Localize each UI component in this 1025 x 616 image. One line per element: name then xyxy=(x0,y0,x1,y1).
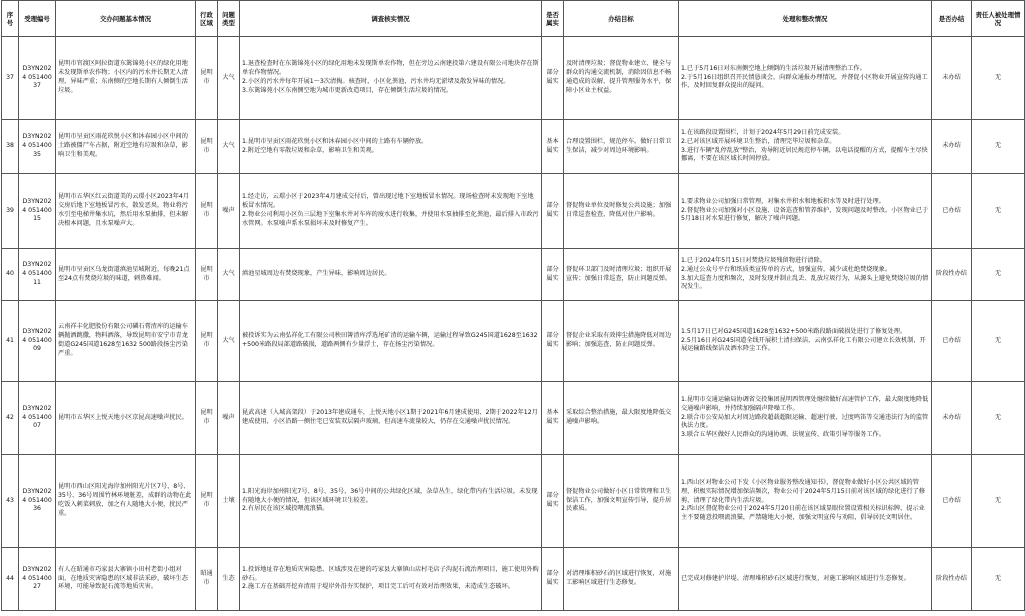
cell-seq: 41 xyxy=(2,301,19,382)
cell-completed: 已办结 xyxy=(932,174,972,249)
cell-type: 大气 xyxy=(218,301,240,382)
cell-region: 昆明市 xyxy=(196,37,218,120)
table-body xyxy=(2,37,1025,611)
table-row xyxy=(2,455,1025,548)
cell-seq: 40 xyxy=(2,249,19,301)
cell-type: 土壤 xyxy=(218,455,240,548)
cell-region: 昆明市 xyxy=(196,249,218,301)
cell-code: D3YN2024 05140007 xyxy=(19,382,56,455)
cell-code: D3YN2024 05140036 xyxy=(19,455,56,548)
header-goal: 办结目标 xyxy=(564,1,679,37)
cell-type: 噪声 xyxy=(218,174,240,249)
header-accountability: 责任人被处理情况 xyxy=(972,1,1025,37)
cell-accountability: 无 xyxy=(972,548,1025,611)
cell-code: D3YN2024 05140027 xyxy=(19,548,56,611)
cell-code: D3YN2024 05140015 xyxy=(19,174,56,249)
cell-goal: 合理设置围栏，规范停车。做好日常卫生保洁，减少对周边环境影响。 xyxy=(564,120,679,174)
cell-investigation: 1.投诉地址存在地质灾害隐患，区域涉及在建的巧家县大寨镇山店村毛店子沟泥石流治理项目，施工使用外购砂石。 2.施工方在基础开挖弃渣用于堤岸外沿夯实保护，项目完工后可有效对治理效果，未造成生态破坏。 xyxy=(240,548,542,611)
table-row xyxy=(2,120,1025,174)
cell-handling: 1.已于2024年5月15日对焚烧垃圾残留物进行清除。 2.通过公众号平台和纸质类宣传单的方式，加强宣传，减少或杜绝焚烧现象。 3.加大巡查力度和频次，及时发现并制止乱丢、乱放垃圾行为，从源头上避免焚烧垃圾的情况发生。 xyxy=(679,249,932,301)
cell-issue: 有人在昭通市巧家县大寨镇小田村老街小组对面，在地质灾害隐患的区域非法采砂，破坏生态环境，可能导致泥石流等地质灾害。 xyxy=(56,548,196,611)
cell-seq: 42 xyxy=(2,382,19,455)
header-issue: 交办问题基本情况 xyxy=(56,1,196,37)
cell-issue: 云南祥丰化肥股份有限公司磷石膏渣库的运输车辆抛洒跳撒，物料洒落，导致昆明市安宁市青龙街道G245国道1628至1632 500路段扬尘污染严重。 xyxy=(56,301,196,382)
table-row xyxy=(2,174,1025,249)
cell-accountability: 无 xyxy=(972,249,1025,301)
cell-code: D3YN2024 05140009 xyxy=(19,301,56,382)
header-seq: 序号 xyxy=(2,1,19,37)
table-row xyxy=(2,249,1025,301)
table-row xyxy=(2,37,1025,120)
cell-investigation: 1.退查检查时在东篱锦苑小区的绿化用地未发现斯单农作物，但在旁边云南建投第六建设有限公司地块存在斯单农作物情况。 2.小区的污水井每年开展1～3次清掏。核查时，小区化粪池、污水井均无淤堵及散发异味的情况。 3.东篱锦苑小区东南侧空地为城市更新改造项目，存在倾倒生活垃圾的情况。 xyxy=(240,37,542,120)
cell-completed: 阶段性办结 xyxy=(932,249,972,301)
header-verified: 是否属实 xyxy=(542,1,564,37)
table-row xyxy=(2,548,1025,611)
cell-region: 昆明市 xyxy=(196,301,218,382)
header-completed: 是否办结 xyxy=(932,1,972,37)
cell-completed: 已办结 xyxy=(932,301,972,382)
cell-completed: 未办结 xyxy=(932,382,972,455)
cell-verified: 基本属实 xyxy=(542,382,564,455)
cell-type: 大气 xyxy=(218,249,240,301)
cell-verified: 部分属实 xyxy=(542,249,564,301)
cell-verified: 部分属实 xyxy=(542,455,564,548)
cell-goal: 及时清理垃圾；督促物业建立、健全与群众的沟通交流机制，消除因信息不畅通造成的误解，提升管理服务水平，保障小区业主权益。 xyxy=(564,37,679,120)
cell-completed: 未办结 xyxy=(932,120,972,174)
cell-region: 昆明市 xyxy=(196,455,218,548)
cell-seq: 39 xyxy=(2,174,19,249)
header-row xyxy=(2,1,1025,37)
cell-code: D3YN2024 05140011 xyxy=(19,249,56,301)
cell-accountability: 无 xyxy=(972,174,1025,249)
cell-accountability: 无 xyxy=(972,382,1025,455)
cell-accountability: 无 xyxy=(972,301,1025,382)
cell-issue: 昆明市呈贡区乌龙街道滇池星城附近，每晚21点至24点有焚烧垃圾的味道，刺鼻难闻。 xyxy=(56,249,196,301)
cell-goal: 督促企业采取有效抑尘措施降低对周边影响；加强巡查，防止问题反弹。 xyxy=(564,301,679,382)
cell-goal: 督促物业单位及时修复公共设施；加强日常巡查检查，降低对住户影响。 xyxy=(564,174,679,249)
cell-goal: 对清理堆积砂石的区域进行恢复，对施工影响区域进行生态修复。 xyxy=(564,548,679,611)
header-handling: 处理和整改情况 xyxy=(679,1,932,37)
cell-issue: 昆明市西山区阳光海岸加州阳光片区7号、8号、35号、36号周围竹林环境脏差，成群的动物在此吃饭入刺菜刺放，加之有人随地大小便，扰民严重。 xyxy=(56,455,196,548)
cell-type: 噪声 xyxy=(218,382,240,455)
cell-completed: 阶段性办结 xyxy=(932,548,972,611)
cell-accountability: 无 xyxy=(972,120,1025,174)
cell-issue: 昆明市官渡区阿拉街道东篱锦苑小区的绿化用地未发现斯单农作物；小区内的污水井长期无人清理，异味严重；东南侧的空地长期有人倾倒生活垃圾。 xyxy=(56,37,196,120)
header-region: 行政区域 xyxy=(196,1,218,37)
cell-handling: 已完成对修建护岸堤、清理堆积砂石区域进行恢复，对施工影响区域进行生态修复。 xyxy=(679,548,932,611)
cell-issue: 昆明市五华区红云街道美的云璟小区2023年4月交房后地下室地板冒污水，散发恶臭，物业将污水引至电梯井集水坑，然后用水泵抽排，但未解决根本问题，且水泵噪声大。 xyxy=(56,174,196,249)
cell-type: 大气 xyxy=(218,120,240,174)
cell-completed: 已办结 xyxy=(932,455,972,548)
cell-investigation: 1.昆明市呈贡区雨花玖悦小区和沐春园小区中间的土路有车辆停放。 2.附近空地有零散垃圾和杂草，影响卫生和美观。 xyxy=(240,120,542,174)
cell-investigation: 1.阳光海岸加州阳光7号、8号、35号、36号中间的公共绿化区域，杂草丛生，绿化带内有生活垃圾。未发现有随地大小便的情况，但该区域环境卫生较差。 2.有居民在该区域投喂流浪猫。 xyxy=(240,455,542,548)
cell-investigation: 滇池星城周边有焚烧现象，产生异味，影响周边居民。 xyxy=(240,249,542,301)
cell-investigation: 1.经走访，云璟小区于2023年4月建成交付后，曾出现过地下室地板冒水情况。现场检查时未发现地下室地板冒水情况。 2.物业公司利用小区负三层地下室集水井对车库的废水进行收集，并使用水泵抽排至化粪池，最后排入市政污水管网。水泵噪声系水泵损坏未及时修复产生。 xyxy=(240,174,542,249)
cell-seq: 43 xyxy=(2,455,19,548)
cell-handling: 1.昆明市交通运输局协调省交投集团昆明西管理处继续做好高速管护工作，最大限度地降低交通噪声影响，并持续加强隔声降噪工作。 2.联合市公安局加大对周边路段超载超限运输、超速行驶、过度鸣笛等交通违法行为的监管执法力度。 3.联合五华区做好人民群众的沟通协调、法规宣传、政策引导等服务工作。 xyxy=(679,382,932,455)
cell-issue: 昆明市呈贡区雨花玖悦小区和沐春园小区中间的土路被僵尸车占据，附近空地有垃圾和杂草，影响卫生和美观。 xyxy=(56,120,196,174)
header-investigation: 调查核实情况 xyxy=(240,1,542,37)
cell-region: 昆明市 xyxy=(196,120,218,174)
cell-verified: 部分属实 xyxy=(542,301,564,382)
cell-seq: 37 xyxy=(2,37,19,120)
cell-type: 生态 xyxy=(218,548,240,611)
cell-verified: 部分属实 xyxy=(542,174,564,249)
case-table xyxy=(1,0,1025,611)
cell-goal: 采取综合整治措施，最大限度地降低交通噪声影响。 xyxy=(564,382,679,455)
cell-seq: 44 xyxy=(2,548,19,611)
cell-verified: 部分属实 xyxy=(542,548,564,611)
cell-goal: 督促物业公司做好小区日常管理和卫生保洁工作，加强文明宣传引导，提升居民素质。 xyxy=(564,455,679,548)
cell-region: 昆明市 xyxy=(196,382,218,455)
cell-issue: 昆明市五华区上悦天地小区京昆高速噪声扰民。 xyxy=(56,382,196,455)
cell-region: 昭通市 xyxy=(196,548,218,611)
cell-handling: 1.已于5月16日对东南侧空地上倾倒的生活垃圾开展清理整治工作。 2.于5月16日组织召开民情恳谈会，向群众通报办理情况，并督促小区物业开展宣传沟通工作，及时回复群众提出的疑问。 xyxy=(679,37,932,120)
header-type: 问题类型 xyxy=(218,1,240,37)
cell-investigation: 被投诉实为云南弘祥化工有限公司秧田箐渣库浮选尾矿渣的运输车辆，运输过程导致G245国道1628至1632+500米路段局部道路破损，道路两侧有少量浮土，存在扬尘污染情况。 xyxy=(240,301,542,382)
cell-verified: 部分属实 xyxy=(542,37,564,120)
cell-code: D3YN2024 05140037 xyxy=(19,37,56,120)
cell-handling: 1.西山区对物业公司下发《小区物业服务整改通知书》，督促物业做好小区公共区域的管理，积极实际情况增加保洁频次，物业公司于2024年5月15日前对该区域的绿化进行了修剪，清理了绿化带内生活垃圾。 2.西山区督促物业公司于2024年5月20日前在该区域显眼位置设置相关标识标牌，提示业主不要随意投喂流浪猫，严禁随地大小便，加强文明宣传与劝阻，倡导居民文明居住。 xyxy=(679,455,932,548)
table-row xyxy=(2,382,1025,455)
cell-goal: 督促环卫部门及时清理垃圾；组织开展宣传；加强日常巡查，防止问题反弹。 xyxy=(564,249,679,301)
cell-handling: 1.在该路段设置围栏，计划于2024年5月29日前完成安装。 2.已对该区域开展环境卫生整治，清理完毕垃圾和杂草。 3.进行车辆"乱停乱放"整治，劝导附近居民规范停车辆，以电话提醒的方式，提醒车主尽快挪离，不要在该区域长时间停放。 xyxy=(679,120,932,174)
cell-accountability: 无 xyxy=(972,37,1025,120)
cell-verified: 基本属实 xyxy=(542,120,564,174)
header-code: 受理编号 xyxy=(19,1,56,37)
table-row xyxy=(2,301,1025,382)
cell-accountability: 无 xyxy=(972,455,1025,548)
cell-code: D3YN2024 05140035 xyxy=(19,120,56,174)
cell-type: 大气 xyxy=(218,37,240,120)
cell-handling: 1.5月17日已对G245国道1628至1632+500米路段路面破损处进行了修复处理。 2.5月16日对G245国道全线开展积土清扫保洁，云南弘祥化工有限公司建立长效机制，开展运输路线保洁及洒水降尘工作。 xyxy=(679,301,932,382)
cell-investigation: 昆武高速（入城高架段）于2013年建成通车，上悦天地小区1期于2021年6月建成使用、2期于2022年12月建成使用，小区沿路一侧住宅已安装双层隔声玻璃，但高速车流量较大，仍存在交通噪声扰民情况。 xyxy=(240,382,542,455)
cell-region: 昆明市 xyxy=(196,174,218,249)
cell-seq: 38 xyxy=(2,120,19,174)
cell-completed: 未办结 xyxy=(932,37,972,120)
cell-handling: 1.要求物业公司加强日常管理，对集水井积水和地板积水等及时进行处理。 2.督促物业公司加强对小区设施、设备巡查和管养维护，发现问题及时整改。小区物业已于5月18日对水泵进行修复，解决了噪声问题。 xyxy=(679,174,932,249)
